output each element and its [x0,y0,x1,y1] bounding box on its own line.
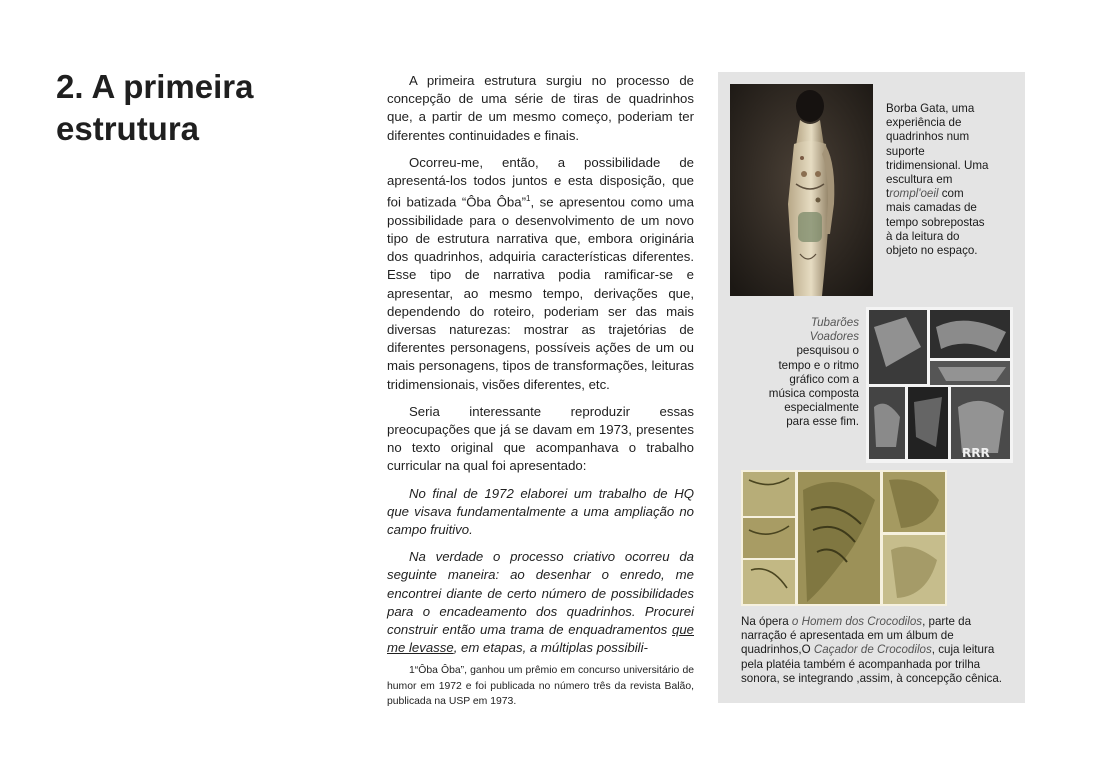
comic-panels-bw-image [866,307,1013,463]
caption-borba-gata-start: Borba Gata, uma experiência de quadrinhos num suporte tridimensional. Uma escultura em t [886,102,989,201]
caption-crocodilos-start: Na ópera [741,615,792,628]
quote-2 [387,548,694,657]
paragraph-2 [387,154,694,394]
sculpture-figure-image [730,84,873,296]
footnote-ref: 1 [525,194,531,204]
section-title-line2: estrutura [56,110,200,147]
caption-crocodilos [741,615,1009,686]
caption-tubaroes-title: Tubarões Voadores [809,316,859,344]
sculpture-photo [730,84,873,296]
caption-borba-gata [886,102,990,258]
paragraph-1: A primeira estrutura surgiu no processo de concepção de uma série de tiras de quadrinhos que, a partir de um mesmo começo, poderiam ter diferentes continuidades e finais. [387,73,694,143]
caption-crocodilos-album-title: Caçador de Crocodilos [813,643,932,657]
paragraph-2-start: Ocorreu-me, então, a possibilidade de apresentá-los todos juntos e esta disposição, que foi batizada “Ôba Ôba” [387,154,694,210]
tubaroes-comic-page [866,307,1013,463]
caption-crocodilos-middle: , parte da narração é apresentada em um álbum de quadrinhos,O [741,615,972,657]
caption-crocodilos-opera-title: o Homem dos Crocodilos [791,615,923,628]
footnote: 1“Ôba Ôba”, ganhou um prêmio em concurso universitário de humor em 1972 e foi publicada no número três da revista Balão, publicada na USP em 1973. [387,665,694,708]
comic-panels-crocodile-image [741,470,947,606]
caption-borba-gata-emphasis: rompl'oeil [889,187,939,201]
caption-borba-gata-end: com mais camadas de tempo sobrepostas à da leitura do objeto no espaço. [886,187,985,258]
section-title-line1: 2. A primeira [56,68,254,105]
paragraph-2-end: , se apresentou como uma possibilidade para o desenvolvimento de um novo tipo de estrutura narrativa que, embora originária dos quadrinhos, adquiria características diferentes. Esse tipo de narrativa podia ramificar-se e apresentar, ao mesmo tempo, derivações que, dependendo do roteiro, poderiam ser das mais diversas naturezas: mostrar as trajetórias de diferentes personagens, possíveis ações de um ou mais personagens, tipos de transformações, leituras tridimensionais, visões diferentes, etc. [387,194,694,392]
body-text-column [387,72,694,710]
svg-text:RRR: RRR [962,446,990,460]
section-title [56,66,356,150]
quote-2-underlined: que me levasse [387,622,694,656]
paragraph-3: Seria interessante reproduzir essas preocupações que já se davam em 1973, presentes no texto original que acompanhava o trabalho curricular na qual foi apresentado: [387,403,694,474]
caption-tubaroes-text: pesquisou o tempo e o ritmo gráfico com a música composta especialmente para esse fim. [768,344,859,429]
quote-2-end: , em etapas, a múltiplas possibili- [453,640,648,656]
caption-crocodilos-end: , cuja leitura pela platéia também é acompanhada por trilha sonora, se integrando ,assim, à concepção cênica. [741,643,1003,685]
quote-1: No final de 1972 elaborei um trabalho de HQ que visava fundamentalmente a uma ampliação no campo fruitivo. [387,485,694,538]
caption-tubaroes [768,316,859,430]
crocodile-comic-page [741,470,947,606]
quote-2-start: Na verdade o processo criativo ocorreu da seguinte maneira: ao desenhar o enredo, me encontrei diante de certo número de possibilidades para o encadeamento dos quadrinhos. Procurei construir então uma trama de enquadramentos [387,549,694,638]
